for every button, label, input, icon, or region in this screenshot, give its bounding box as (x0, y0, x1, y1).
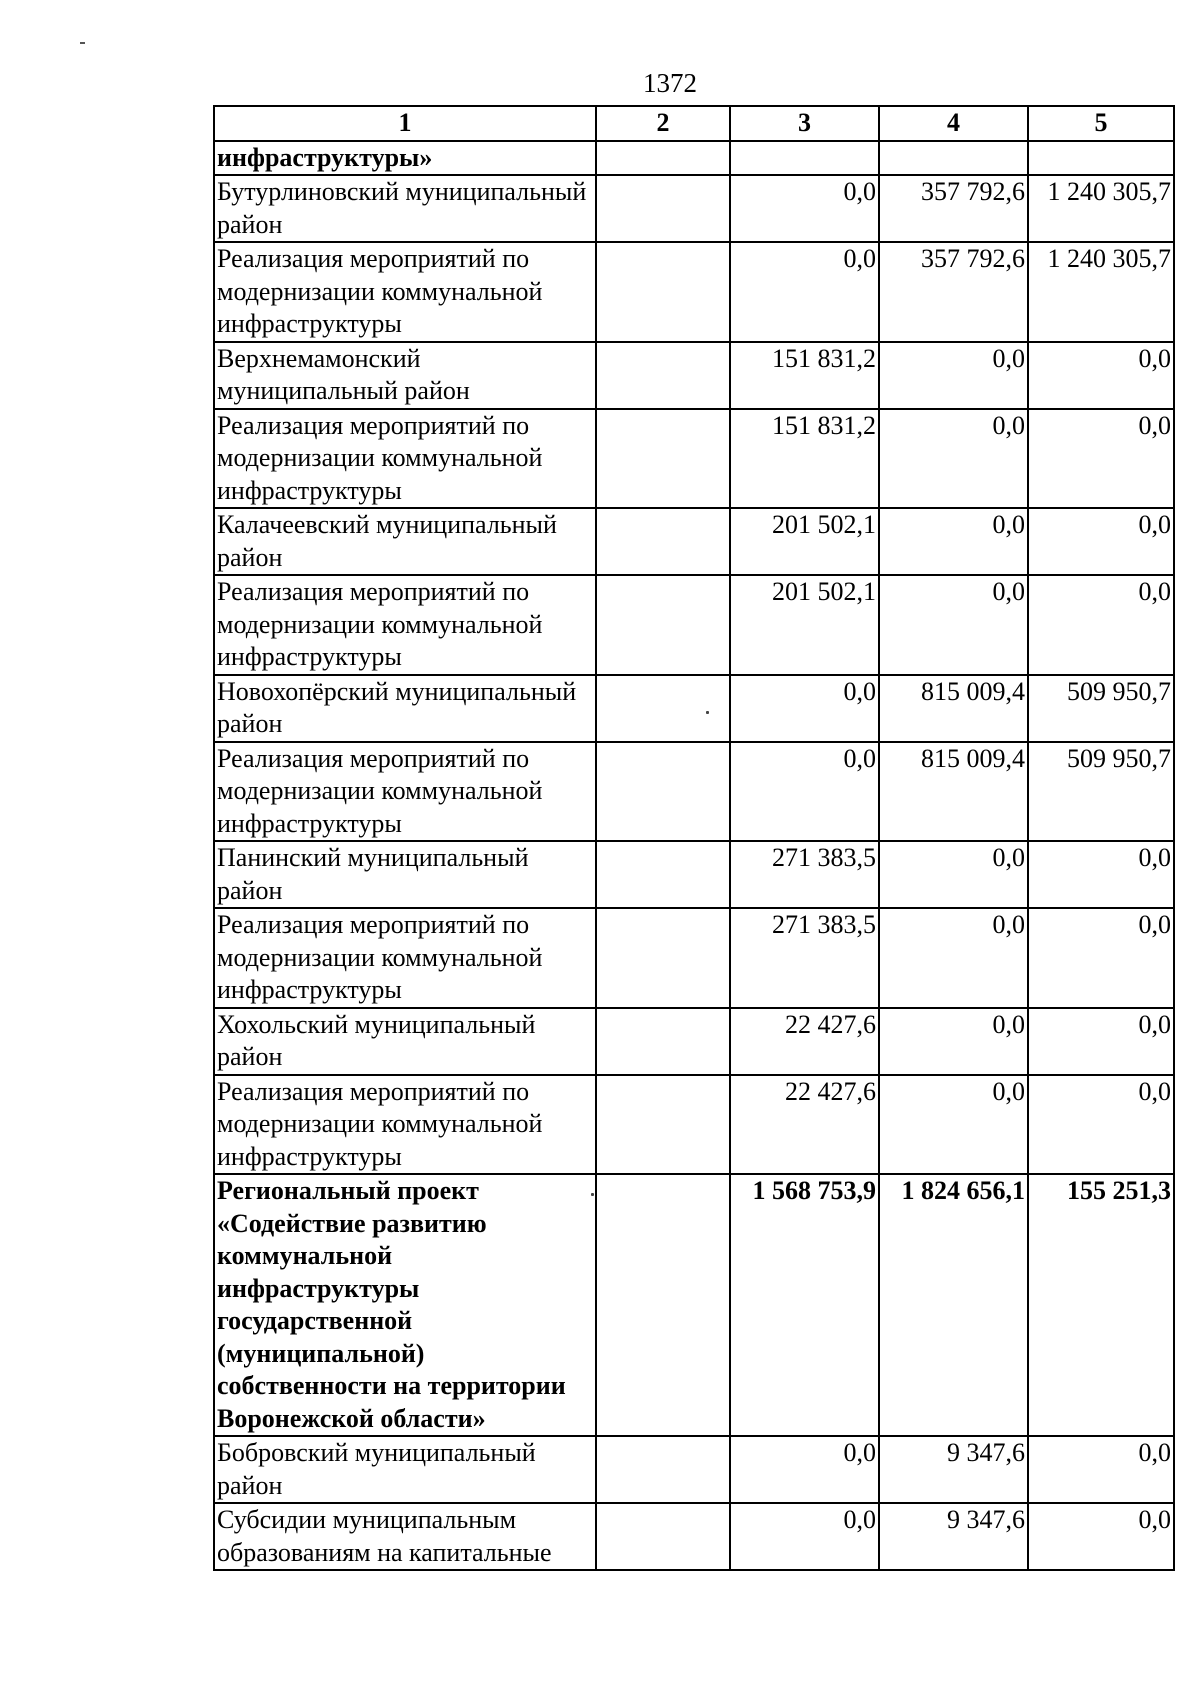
col2-cell (596, 1174, 730, 1436)
page-number: 1372 (643, 68, 697, 98)
col4-cell: 815 009,4 (879, 675, 1028, 742)
row-name-cell: Реализация мероприятий по модернизации коммунальной инфраструктуры (214, 742, 596, 842)
table-body (214, 141, 1174, 1571)
col2-cell (596, 742, 730, 842)
col3-cell: 0,0 (730, 242, 879, 342)
row-name-cell: Бобровский муниципальный район (214, 1436, 596, 1503)
table-row (214, 508, 1174, 575)
col2-cell (596, 1436, 730, 1503)
row-name-cell: Калачеевский муниципальный район (214, 508, 596, 575)
col4-cell: 0,0 (879, 508, 1028, 575)
col2-cell (596, 242, 730, 342)
table-row (214, 841, 1174, 908)
col3-cell: 0,0 (730, 675, 879, 742)
col3-cell: 0,0 (730, 742, 879, 842)
col5-cell: 155 251,3 (1028, 1174, 1174, 1436)
table-row (214, 242, 1174, 342)
col2-cell (596, 841, 730, 908)
col3-cell: 201 502,1 (730, 575, 879, 675)
col4-cell: 0,0 (879, 908, 1028, 1008)
col3-cell: 1 568 753,9 (730, 1174, 879, 1436)
col4-cell: 9 347,6 (879, 1436, 1028, 1503)
col5-cell: 0,0 (1028, 1008, 1174, 1075)
col4-cell (879, 141, 1028, 176)
table-row (214, 175, 1174, 242)
row-name-cell: Реализация мероприятий по модернизации коммунальной инфраструктуры (214, 1075, 596, 1175)
table-row (214, 1436, 1174, 1503)
col5-cell: 0,0 (1028, 841, 1174, 908)
table-row (214, 1174, 1174, 1436)
budget-table (213, 105, 1175, 1571)
col5-cell: 0,0 (1028, 908, 1174, 1008)
col3-cell: 0,0 (730, 1436, 879, 1503)
col3-cell: 0,0 (730, 1503, 879, 1570)
col4-cell: 9 347,6 (879, 1503, 1028, 1570)
col4-cell: 815 009,4 (879, 742, 1028, 842)
header-cell-3: 3 (730, 106, 879, 141)
table-row (214, 342, 1174, 409)
table-row (214, 908, 1174, 1008)
col4-cell: 0,0 (879, 1075, 1028, 1175)
col5-cell: 1 240 305,7 (1028, 175, 1174, 242)
col4-cell: 0,0 (879, 342, 1028, 409)
col3-cell: 151 831,2 (730, 409, 879, 509)
table-row (214, 141, 1174, 176)
col5-cell (1028, 141, 1174, 176)
col5-cell: 0,0 (1028, 409, 1174, 509)
col2-cell (596, 342, 730, 409)
table-row (214, 675, 1174, 742)
row-name-cell: Новохопёрский муниципальный район (214, 675, 596, 742)
row-name-cell: Панинский муниципальный район (214, 841, 596, 908)
col5-cell: 0,0 (1028, 575, 1174, 675)
col2-cell (596, 1075, 730, 1175)
col3-cell: 22 427,6 (730, 1008, 879, 1075)
table-row (214, 1503, 1174, 1570)
col2-cell (596, 1503, 730, 1570)
col3-cell: 271 383,5 (730, 908, 879, 1008)
col2-cell (596, 508, 730, 575)
col2-cell (596, 908, 730, 1008)
col5-cell: 1 240 305,7 (1028, 242, 1174, 342)
col5-cell: 0,0 (1028, 1075, 1174, 1175)
col3-cell: 151 831,2 (730, 342, 879, 409)
header-cell-5: 5 (1028, 106, 1174, 141)
col4-cell: 357 792,6 (879, 175, 1028, 242)
row-name-cell: Хохольский муниципальный район (214, 1008, 596, 1075)
header-cell-2: 2 (596, 106, 730, 141)
header-cell-4: 4 (879, 106, 1028, 141)
col2-cell (596, 1008, 730, 1075)
table-row (214, 1008, 1174, 1075)
col4-cell: 0,0 (879, 409, 1028, 509)
table-row (214, 742, 1174, 842)
row-name-cell: Верхнемамонский муниципальный район (214, 342, 596, 409)
col4-cell: 0,0 (879, 1008, 1028, 1075)
col4-cell: 0,0 (879, 841, 1028, 908)
row-name-cell: Реализация мероприятий по модернизации коммунальной инфраструктуры (214, 242, 596, 342)
col3-cell (730, 141, 879, 176)
col5-cell: 0,0 (1028, 1436, 1174, 1503)
col5-cell: 0,0 (1028, 508, 1174, 575)
col4-cell: 1 824 656,1 (879, 1174, 1028, 1436)
col5-cell: 0,0 (1028, 1503, 1174, 1570)
col5-cell: 509 950,7 (1028, 675, 1174, 742)
col4-cell: 0,0 (879, 575, 1028, 675)
col2-cell (596, 141, 730, 176)
col5-cell: 509 950,7 (1028, 742, 1174, 842)
table-row (214, 409, 1174, 509)
row-name-cell: инфраструктуры» (214, 141, 596, 176)
col2-cell (596, 175, 730, 242)
col3-cell: 201 502,1 (730, 508, 879, 575)
header-row (214, 106, 1174, 141)
col5-cell: 0,0 (1028, 342, 1174, 409)
table-row (214, 1075, 1174, 1175)
scan-mark (80, 42, 85, 44)
row-name-cell: Региональный проект «Содействие развитию коммунальной инфраструктуры государственной (муниципальной) собственности на территории Воронежской области» (214, 1174, 596, 1436)
col3-cell: 22 427,6 (730, 1075, 879, 1175)
col2-cell (596, 409, 730, 509)
col4-cell: 357 792,6 (879, 242, 1028, 342)
col3-cell: 271 383,5 (730, 841, 879, 908)
row-name-cell: Субсидии муниципальным образованиям на капитальные (214, 1503, 596, 1570)
col2-cell (596, 575, 730, 675)
header-cell-1: 1 (214, 106, 596, 141)
row-name-cell: Реализация мероприятий по модернизации коммунальной инфраструктуры (214, 575, 596, 675)
table-row (214, 575, 1174, 675)
row-name-cell: Реализация мероприятий по модернизации коммунальной инфраструктуры (214, 409, 596, 509)
row-name-cell: Бутурлиновский муниципальный район (214, 175, 596, 242)
col2-cell (596, 675, 730, 742)
col3-cell: 0,0 (730, 175, 879, 242)
row-name-cell: Реализация мероприятий по модернизации коммунальной инфраструктуры (214, 908, 596, 1008)
